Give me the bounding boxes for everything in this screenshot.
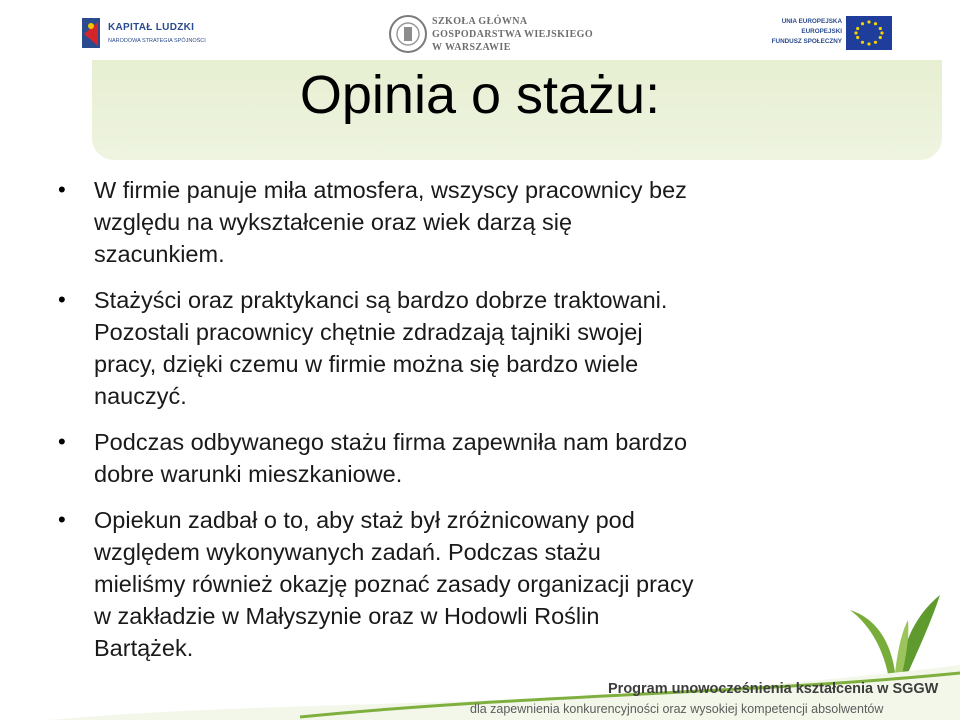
sggw-emblem-icon [388, 14, 428, 54]
bullet-text: W firmie panuje miła atmosfera, wszyscy pracownicy bez względu na wykształcenie oraz wiek darzą się szacunkiem. [94, 177, 687, 267]
bullet-icon: • [58, 177, 66, 202]
bullet-icon: • [58, 287, 66, 312]
program-subtitle: dla zapewnienia konkurencyjności oraz wysokiej kompetencji absolwentów [470, 702, 884, 716]
sggw-line2: GOSPODARSTWA WIEJSKIEGO [432, 29, 594, 40]
bullet-text: Stażyści oraz praktykanci są bardzo dobrze traktowani. Pozostali pracownicy chętnie zdradzają tajniki swojej pracy, dzięki czemu w firmie można się bardzo wiele nauczyć. [94, 287, 668, 409]
bullet-text: Opiekun zadbał o to, aby staż był zróżnicowany pod względem wykonywanych zadań. Podczas stażu mieliśmy również okazję poznać zasady organizacji pracy w zakładzie w Małyszynie oraz w Hodowli Roślin Bartążek. [94, 507, 694, 661]
bullet-text: Podczas odbywanego stażu firma zapewniła nam bardzo dobre warunki mieszkaniowe. [94, 429, 688, 487]
program-title: Program unowocześnienia kształcenia w SGGW [608, 681, 939, 697]
kapital-ludzki-name: KAPITAŁ LUDZKI [108, 22, 195, 33]
sggw-line1: SZKOŁA GŁÓWNA [432, 16, 528, 27]
slide-title: Opinia o stażu: [299, 65, 661, 125]
eu-flag-icon [846, 16, 892, 50]
kapital-ludzki-subtitle: NARODOWA STRATEGIA SPÓJNOŚCI [108, 38, 206, 44]
ue-logo [766, 14, 896, 54]
bullet-item [58, 174, 698, 270]
bullet-item [58, 426, 698, 490]
ue-line3: FUNDUSZ SPOŁECZNY [771, 38, 842, 45]
bullet-item [58, 284, 698, 412]
bullet-icon: • [58, 429, 66, 454]
ue-line1: UNIA EUROPEJSKA [781, 18, 842, 25]
logo-header [0, 0, 960, 60]
bullet-item [58, 504, 698, 664]
bullet-list [58, 174, 698, 678]
sggw-logo [388, 12, 594, 58]
sggw-line3: W WARSZAWIE [432, 42, 511, 53]
bullet-icon: • [58, 507, 66, 532]
kapital-ludzki-emblem-icon [80, 14, 104, 52]
kapital-ludzki-logo [80, 14, 210, 54]
ue-line2: EUROPEJSKI [801, 28, 842, 35]
